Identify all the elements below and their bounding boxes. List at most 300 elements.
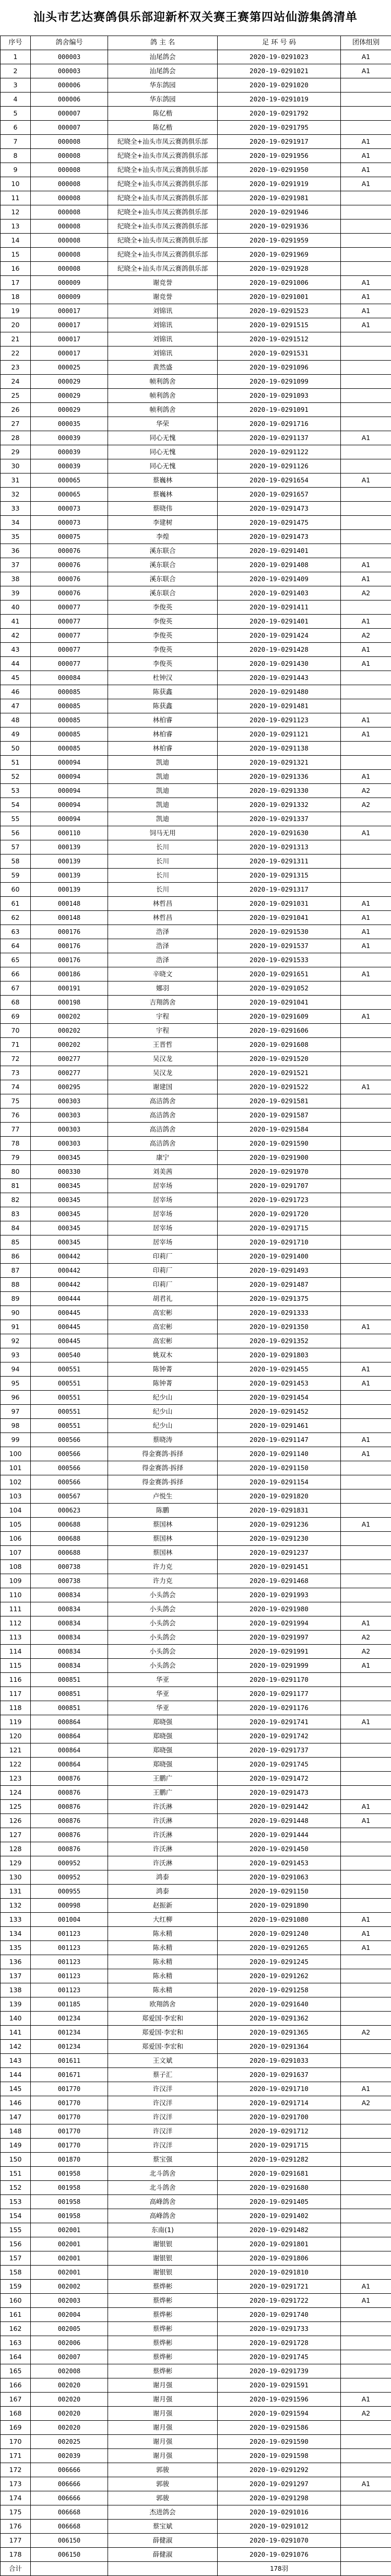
cell-owner: 东南(1) <box>108 2223 218 2237</box>
table-row <box>1 1108 391 1123</box>
cell-owner: 凯迪 <box>108 798 218 812</box>
cell-owner: 同心无愧 <box>108 431 218 445</box>
cell-team-group <box>341 996 391 1010</box>
cell-owner: 同心无愧 <box>108 445 218 459</box>
cell-loft-id: 000017 <box>31 346 108 361</box>
cell-serial: 63 <box>1 925 31 939</box>
cell-team-group <box>341 107 391 121</box>
cell-serial: 103 <box>1 1489 31 1504</box>
table-row <box>1 1885 391 1899</box>
table-row <box>1 869 391 883</box>
cell-team-group <box>341 1870 391 1885</box>
cell-ring-number: 2020-19-0291450 <box>218 1842 341 1856</box>
cell-ring-number: 2020-19-0291424 <box>218 629 341 643</box>
table-row <box>1 544 391 558</box>
table-row <box>1 389 391 403</box>
cell-serial: 161 <box>1 2308 31 2322</box>
table-row <box>1 798 391 812</box>
cell-loft-id: 000566 <box>31 1461 108 1475</box>
cell-serial: 121 <box>1 1743 31 1758</box>
cell-serial: 49 <box>1 727 31 742</box>
footer-cell <box>341 2562 391 2576</box>
table-row <box>1 1546 391 1560</box>
cell-ring-number: 2020-19-0291001 <box>218 290 341 304</box>
cell-serial: 172 <box>1 2463 31 2477</box>
cell-loft-id: 001671 <box>31 2068 108 2082</box>
cell-ring-number: 2020-19-0291333 <box>218 1306 341 1320</box>
cell-ring-number: 2020-19-0291919 <box>218 177 341 191</box>
table-row <box>1 50 391 64</box>
cell-owner: 谢月强 <box>108 2421 218 2435</box>
cell-ring-number: 2020-19-0291801 <box>218 2237 341 2251</box>
cell-loft-id: 000345 <box>31 1235 108 1250</box>
cell-serial: 160 <box>1 2294 31 2308</box>
cell-loft-id: 000688 <box>31 1532 108 1546</box>
cell-loft-id: 000009 <box>31 276 108 290</box>
cell-serial: 108 <box>1 1560 31 1574</box>
cell-owner: 李建树 <box>108 516 218 530</box>
cell-loft-id: 000876 <box>31 1800 108 1814</box>
table-row <box>1 530 391 544</box>
cell-ring-number: 2020-19-0291444 <box>218 1828 341 1842</box>
cell-serial: 163 <box>1 2336 31 2350</box>
cell-loft-id: 000688 <box>31 1518 108 1532</box>
cell-ring-number: 2020-19-0291710 <box>218 2082 341 2096</box>
cell-owner: 同心无愧 <box>108 459 218 473</box>
cell-serial: 21 <box>1 332 31 346</box>
table-row <box>1 1278 391 1292</box>
cell-team-group: A1 <box>341 615 391 629</box>
cell-team-group: A2 <box>341 586 391 600</box>
cell-ring-number: 2020-19-0291640 <box>218 1997 341 2012</box>
cell-ring-number: 2020-19-0291240 <box>218 1927 341 1941</box>
cell-ring-number: 2020-19-0291707 <box>218 1179 341 1193</box>
cell-ring-number: 2020-19-0291442 <box>218 1800 341 1814</box>
cell-owner: 林柏睿 <box>108 742 218 756</box>
cell-owner: 居宰场 <box>108 1179 218 1193</box>
cell-team-group: A1 <box>341 727 391 742</box>
cell-serial: 153 <box>1 2195 31 2209</box>
cell-owner: 谢月强 <box>108 2407 218 2421</box>
cell-ring-number: 2020-19-0291403 <box>218 586 341 600</box>
table-row <box>1 953 391 967</box>
cell-serial: 70 <box>1 1024 31 1038</box>
cell-team-group: A1 <box>341 2477 391 2491</box>
table-row <box>1 375 391 389</box>
table-row <box>1 671 391 685</box>
cell-ring-number: 2020-19-0291245 <box>218 1955 341 1969</box>
cell-serial: 112 <box>1 1616 31 1631</box>
cell-team-group <box>341 1137 391 1151</box>
cell-team-group <box>341 2322 391 2336</box>
cell-ring-number: 2020-19-0291515 <box>218 318 341 332</box>
cell-owner: 陈获鑫 <box>108 685 218 699</box>
table-row <box>1 1758 391 1772</box>
cell-team-group <box>341 2308 391 2322</box>
cell-owner: 谢银银 <box>108 2251 218 2266</box>
cell-owner: 印莉厂 <box>108 1278 218 1292</box>
table-row <box>1 1701 391 1715</box>
cell-serial: 85 <box>1 1235 31 1250</box>
table-row <box>1 1193 391 1207</box>
cell-ring-number: 2020-19-0291803 <box>218 1348 341 1362</box>
table-row <box>1 925 391 939</box>
cell-serial: 41 <box>1 615 31 629</box>
cell-owner: 高洁鸽舍 <box>108 1108 218 1123</box>
cell-owner: 许沃淋 <box>108 1856 218 1870</box>
cell-team-group: A1 <box>341 1518 391 1532</box>
cell-team-group <box>341 1687 391 1701</box>
cell-team-group <box>341 1574 391 1588</box>
cell-team-group: A1 <box>341 1320 391 1334</box>
cell-loft-id: 000186 <box>31 967 108 981</box>
cell-owner: 李俊英 <box>108 629 218 643</box>
cell-loft-id: 000075 <box>31 530 108 544</box>
cell-loft-id: 000442 <box>31 1278 108 1292</box>
cell-owner: 谢竞誉 <box>108 276 218 290</box>
cell-serial: 99 <box>1 1433 31 1447</box>
cell-ring-number: 2020-19-0291740 <box>218 2308 341 2322</box>
cell-loft-id: 000834 <box>31 1645 108 1659</box>
cell-owner: 郭骏 <box>108 2463 218 2477</box>
cell-ring-number: 2020-19-0291321 <box>218 756 341 770</box>
cell-owner: 康宁 <box>108 1151 218 1165</box>
cell-loft-id: 006150 <box>31 2548 108 2562</box>
cell-owner: 北斗鸽舍 <box>108 2167 218 2181</box>
cell-team-group <box>341 121 391 135</box>
cell-owner: 纪晓全+汕头市凤云赛鸽俱乐部 <box>108 149 218 163</box>
table-row <box>1 2449 391 2463</box>
cell-loft-id: 000345 <box>31 1221 108 1235</box>
table-row <box>1 2082 391 2096</box>
cell-team-group <box>341 953 391 967</box>
cell-serial: 116 <box>1 1673 31 1687</box>
cell-ring-number: 2020-19-0291126 <box>218 459 341 473</box>
cell-team-group <box>341 742 391 756</box>
cell-serial: 76 <box>1 1108 31 1123</box>
table-row <box>1 1362 391 1377</box>
cell-loft-id: 000008 <box>31 205 108 220</box>
cell-loft-id: 002006 <box>31 2336 108 2350</box>
table-row <box>1 1391 391 1405</box>
footer-total-count: 178羽 <box>218 2562 341 2576</box>
cell-owner: 郑爱国·李宏和 <box>108 2026 218 2040</box>
cell-team-group: A1 <box>341 643 391 657</box>
cell-serial: 93 <box>1 1348 31 1362</box>
cell-serial: 28 <box>1 431 31 445</box>
cell-team-group <box>341 671 391 685</box>
cell-owner: 溪东联合 <box>108 586 218 600</box>
cell-owner: 小头鸽会 <box>108 1616 218 1631</box>
table-row <box>1 1066 391 1080</box>
cell-owner: 蔡烨彬 <box>108 2308 218 2322</box>
cell-team-group <box>341 1334 391 1348</box>
cell-loft-id: 000445 <box>31 1320 108 1334</box>
cell-ring-number: 2020-19-0291400 <box>218 1250 341 1264</box>
table-row <box>1 770 391 784</box>
cell-team-group <box>341 459 391 473</box>
cell-loft-id: 000008 <box>31 191 108 205</box>
cell-loft-id: 000073 <box>31 516 108 530</box>
cell-serial: 27 <box>1 417 31 431</box>
cell-loft-id: 000077 <box>31 643 108 657</box>
cell-serial: 173 <box>1 2477 31 2491</box>
cell-loft-id: 000077 <box>31 657 108 671</box>
cell-loft-id: 000039 <box>31 431 108 445</box>
table-row <box>1 1715 391 1729</box>
cell-owner: 陈永精 <box>108 1941 218 1955</box>
cell-loft-id: 001004 <box>31 1913 108 1927</box>
cell-team-group: A1 <box>341 318 391 332</box>
cell-team-group <box>341 2153 391 2167</box>
cell-team-group: A1 <box>341 1800 391 1814</box>
cell-loft-id: 000566 <box>31 1447 108 1461</box>
cell-serial: 20 <box>1 318 31 332</box>
cell-owner: 娜羽 <box>108 981 218 996</box>
cell-serial: 168 <box>1 2407 31 2421</box>
cell-team-group <box>341 2463 391 2477</box>
cell-team-group <box>341 2040 391 2054</box>
cell-team-group <box>341 2505 391 2520</box>
cell-team-group <box>341 1165 391 1179</box>
cell-team-group <box>341 1758 391 1772</box>
cell-owner: 陈鹏 <box>108 1504 218 1518</box>
cell-serial: 111 <box>1 1602 31 1616</box>
cell-loft-id: 000077 <box>31 600 108 615</box>
cell-owner: 陈永精 <box>108 1927 218 1941</box>
cell-owner: 陈亿楷 <box>108 121 218 135</box>
cell-team-group: A2 <box>341 629 391 643</box>
cell-loft-id: 000551 <box>31 1405 108 1419</box>
cell-owner: 蔡宝强 <box>108 2153 218 2167</box>
cell-ring-number: 2020-19-0291581 <box>218 1094 341 1108</box>
table-row <box>1 1913 391 1927</box>
cell-team-group <box>341 1504 391 1518</box>
cell-owner: 纪晓全+汕头市凤云赛鸽俱乐部 <box>108 220 218 234</box>
cell-loft-id: 000085 <box>31 713 108 727</box>
cell-owner: 溪东联合 <box>108 544 218 558</box>
cell-owner: 纪晓全+汕头市凤云赛鸽俱乐部 <box>108 234 218 248</box>
cell-ring-number: 2020-19-0291365 <box>218 2026 341 2040</box>
cell-ring-number: 2020-19-0291587 <box>218 1108 341 1123</box>
cell-serial: 125 <box>1 1800 31 1814</box>
cell-serial: 11 <box>1 191 31 205</box>
header-owner: 鸽 主 名 <box>108 36 218 50</box>
cell-team-group <box>341 600 391 615</box>
cell-serial: 40 <box>1 600 31 615</box>
cell-ring-number: 2020-19-0291052 <box>218 981 341 996</box>
cell-ring-number: 2020-19-0291265 <box>218 1941 341 1955</box>
cell-loft-id: 000345 <box>31 1151 108 1165</box>
cell-serial: 148 <box>1 2124 31 2139</box>
cell-serial: 42 <box>1 629 31 643</box>
cell-loft-id: 000202 <box>31 1024 108 1038</box>
cell-serial: 62 <box>1 911 31 925</box>
table-row <box>1 1616 391 1631</box>
cell-loft-id: 000876 <box>31 1842 108 1856</box>
cell-owner: 陈钟菁 <box>108 1362 218 1377</box>
cell-ring-number: 2020-19-0291480 <box>218 685 341 699</box>
cell-ring-number: 2020-19-0291739 <box>218 2364 341 2378</box>
cell-ring-number: 2020-19-0291700 <box>218 2110 341 2124</box>
cell-ring-number: 2020-19-0291531 <box>218 346 341 361</box>
header-serial: 序号 <box>1 36 31 50</box>
cell-ring-number: 2020-19-0291121 <box>218 727 341 742</box>
cell-serial: 165 <box>1 2364 31 2378</box>
cell-owner: 谢月强 <box>108 2378 218 2393</box>
table-row <box>1 1080 391 1094</box>
cell-team-group: A1 <box>341 149 391 163</box>
table-row <box>1 1221 391 1235</box>
cell-serial: 170 <box>1 2435 31 2449</box>
cell-loft-id: 000006 <box>31 93 108 107</box>
cell-team-group <box>341 417 391 431</box>
table-row <box>1 2520 391 2534</box>
cell-team-group <box>341 1461 391 1475</box>
table-row <box>1 854 391 869</box>
cell-team-group <box>341 2548 391 2562</box>
cell-loft-id: 000330 <box>31 1165 108 1179</box>
cell-team-group: A1 <box>341 1659 391 1673</box>
cell-owner: 高峰鸽舍 <box>108 2195 218 2209</box>
cell-team-group <box>341 332 391 346</box>
table-row <box>1 911 391 925</box>
cell-serial: 56 <box>1 826 31 840</box>
table-row <box>1 121 391 135</box>
cell-ring-number: 2020-19-0291076 <box>218 2548 341 2562</box>
cell-loft-id: 000864 <box>31 1743 108 1758</box>
cell-loft-id: 006668 <box>31 2505 108 2520</box>
cell-ring-number: 2020-19-0291137 <box>218 431 341 445</box>
cell-owner: 鸿泰 <box>108 1870 218 1885</box>
cell-serial: 144 <box>1 2068 31 2082</box>
cell-serial: 133 <box>1 1913 31 1927</box>
cell-loft-id: 002003 <box>31 2294 108 2308</box>
cell-ring-number: 2020-19-0291352 <box>218 1334 341 1348</box>
cell-team-group <box>341 2124 391 2139</box>
table-row <box>1 1405 391 1419</box>
table-row <box>1 2124 391 2139</box>
cell-loft-id: 000876 <box>31 1828 108 1842</box>
cell-ring-number: 2020-19-0291315 <box>218 869 341 883</box>
cell-owner: 郭骏 <box>108 2477 218 2491</box>
table-row <box>1 1419 391 1433</box>
cell-loft-id: 000834 <box>31 1602 108 1616</box>
table-row <box>1 1800 391 1814</box>
cell-owner: 高宏彬 <box>108 1334 218 1348</box>
cell-loft-id: 000442 <box>31 1250 108 1264</box>
cell-ring-number: 2020-19-0291023 <box>218 50 341 64</box>
cell-owner: 陈永精 <box>108 1983 218 1997</box>
table-row <box>1 1377 391 1391</box>
table-row <box>1 234 391 248</box>
table-row <box>1 93 391 107</box>
cell-team-group <box>341 1997 391 2012</box>
cell-loft-id: 000077 <box>31 629 108 643</box>
cell-ring-number: 2020-19-0291336 <box>218 770 341 784</box>
cell-ring-number: 2020-19-0291530 <box>218 925 341 939</box>
cell-owner: 许汉洋 <box>108 2124 218 2139</box>
cell-team-group: A2 <box>341 2096 391 2110</box>
cell-ring-number: 2020-19-0291584 <box>218 1123 341 1137</box>
cell-owner: 姚双木 <box>108 1348 218 1362</box>
table-row <box>1 1955 391 1969</box>
cell-owner: 蔡烨彬 <box>108 2280 218 2294</box>
cell-owner: 王鹏广 <box>108 1786 218 1800</box>
cell-serial: 129 <box>1 1856 31 1870</box>
cell-team-group: A1 <box>341 163 391 177</box>
cell-ring-number: 2020-19-0291150 <box>218 1885 341 1899</box>
cell-owner: 帧利鸽舍 <box>108 403 218 417</box>
cell-ring-number: 2020-19-0291969 <box>218 248 341 262</box>
cell-serial: 58 <box>1 854 31 869</box>
table-row <box>1 1306 391 1320</box>
cell-team-group <box>341 2195 391 2209</box>
cell-team-group: A1 <box>341 2294 391 2308</box>
cell-ring-number: 2020-19-0291537 <box>218 939 341 953</box>
cell-loft-id: 000039 <box>31 445 108 459</box>
table-row <box>1 516 391 530</box>
table-row <box>1 2237 391 2251</box>
cell-owner: 纪晓全+汕头市凤云赛鸽俱乐部 <box>108 248 218 262</box>
cell-owner: 浩泽 <box>108 953 218 967</box>
cell-loft-id: 000003 <box>31 50 108 64</box>
cell-loft-id: 002001 <box>31 2266 108 2280</box>
cell-team-group: A1 <box>341 925 391 939</box>
cell-team-group: A1 <box>341 770 391 784</box>
cell-serial: 166 <box>1 2378 31 2393</box>
cell-loft-id: 000202 <box>31 1038 108 1052</box>
cell-serial: 91 <box>1 1320 31 1334</box>
cell-loft-id: 002001 <box>31 2251 108 2266</box>
table-row <box>1 2421 391 2435</box>
cell-serial: 59 <box>1 869 31 883</box>
table-row <box>1 939 391 953</box>
cell-team-group: A1 <box>341 657 391 671</box>
cell-serial: 122 <box>1 1758 31 1772</box>
cell-loft-id: 000303 <box>31 1123 108 1137</box>
cell-serial: 82 <box>1 1193 31 1207</box>
table-row <box>1 1518 391 1532</box>
cell-serial: 164 <box>1 2350 31 2364</box>
cell-loft-id: 000008 <box>31 177 108 191</box>
cell-team-group <box>341 389 391 403</box>
cell-loft-id: 002001 <box>31 2237 108 2251</box>
cell-serial: 131 <box>1 1885 31 1899</box>
table-row <box>1 2407 391 2421</box>
table-row <box>1 1997 391 2012</box>
cell-ring-number: 2020-19-0291375 <box>218 1292 341 1306</box>
table-row <box>1 1899 391 1913</box>
cell-owner: 纪晓全+汕头市凤云赛鸽俱乐部 <box>108 262 218 276</box>
cell-serial: 43 <box>1 643 31 657</box>
cell-ring-number: 2020-19-0291523 <box>218 304 341 318</box>
cell-ring-number: 2020-19-0291451 <box>218 1560 341 1574</box>
cell-serial: 2 <box>1 64 31 78</box>
table-row <box>1 1673 391 1687</box>
table-row <box>1 2110 391 2124</box>
cell-serial: 169 <box>1 2421 31 2435</box>
cell-team-group: A2 <box>341 2407 391 2421</box>
cell-serial: 115 <box>1 1659 31 1673</box>
cell-loft-id: 000955 <box>31 1885 108 1899</box>
cell-team-group <box>341 248 391 262</box>
table-row <box>1 488 391 502</box>
cell-ring-number: 2020-19-0291890 <box>218 1899 341 1913</box>
cell-loft-id: 000007 <box>31 107 108 121</box>
cell-serial: 152 <box>1 2181 31 2195</box>
cell-serial: 159 <box>1 2280 31 2294</box>
